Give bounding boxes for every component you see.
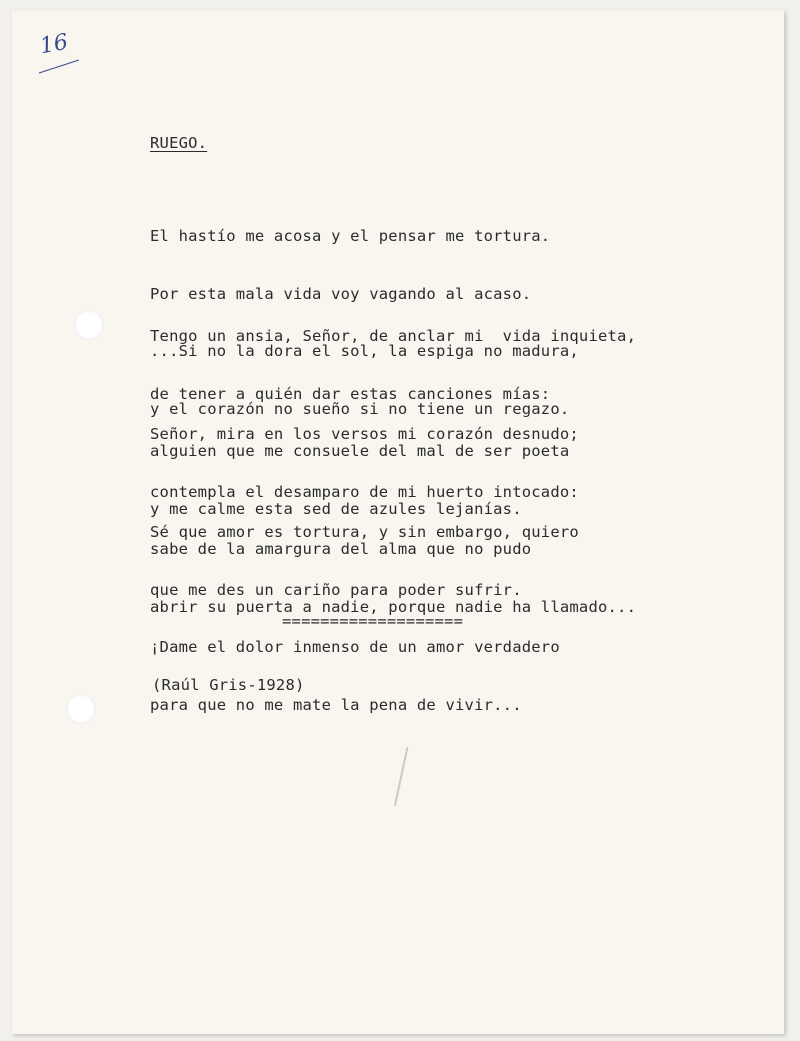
stanza-line: de tener a quién dar estas canciones mías:: [150, 384, 551, 403]
folio-underline: [39, 60, 79, 74]
stanza-line: Tengo un ansia, Señor, de anclar mi vida inquieta,: [150, 327, 637, 345]
stanza-line: ...Si no la dora el sol, la espiga no madura,: [150, 342, 579, 360]
stanza-line: y me calme esta sed de azules lejanías.: [150, 499, 522, 518]
separator-rule: ===================: [282, 612, 464, 630]
stanza-line: sabe de la amargura del alma que no pudo: [150, 540, 532, 558]
signature-line: (Raúl Gris-1928): [152, 676, 305, 694]
punch-hole-top: [74, 310, 104, 340]
punch-hole-bottom: [66, 694, 96, 724]
stanza-line: Por esta mala vida voy vagando al acaso.: [150, 284, 532, 303]
stanza-line: ¡Dame el dolor inmenso de un amor verdadero: [150, 638, 560, 656]
stanza-line: El hastío me acosa y el pensar me tortura.: [150, 227, 551, 245]
stanza-line: alguien que me consuele del mal de ser poeta: [150, 442, 570, 460]
document-page: [12, 10, 784, 1034]
folio-number: 16: [38, 29, 70, 60]
stanza-line: contempla el desamparo de mi huerto intocado:: [150, 482, 579, 501]
stanza-line: Señor, mira en los versos mi corazón desnudo;: [150, 425, 579, 443]
stanza-line: para que no me mate la pena de vivir...: [150, 695, 522, 714]
stanza-line: Sé que amor es tortura, y sin embargo, quiero: [150, 523, 579, 541]
poem-title: RUEGO.: [150, 134, 208, 152]
stanza-line: que me des un cariño para poder sufrir.: [150, 580, 522, 599]
stanza-line: abrir su puerta a nadie, porque nadie ha llamado...: [150, 597, 637, 616]
pencil-stroke-mark: [394, 747, 422, 809]
stanza-line: y el corazón no sueño si no tiene un regazo.: [150, 399, 570, 418]
